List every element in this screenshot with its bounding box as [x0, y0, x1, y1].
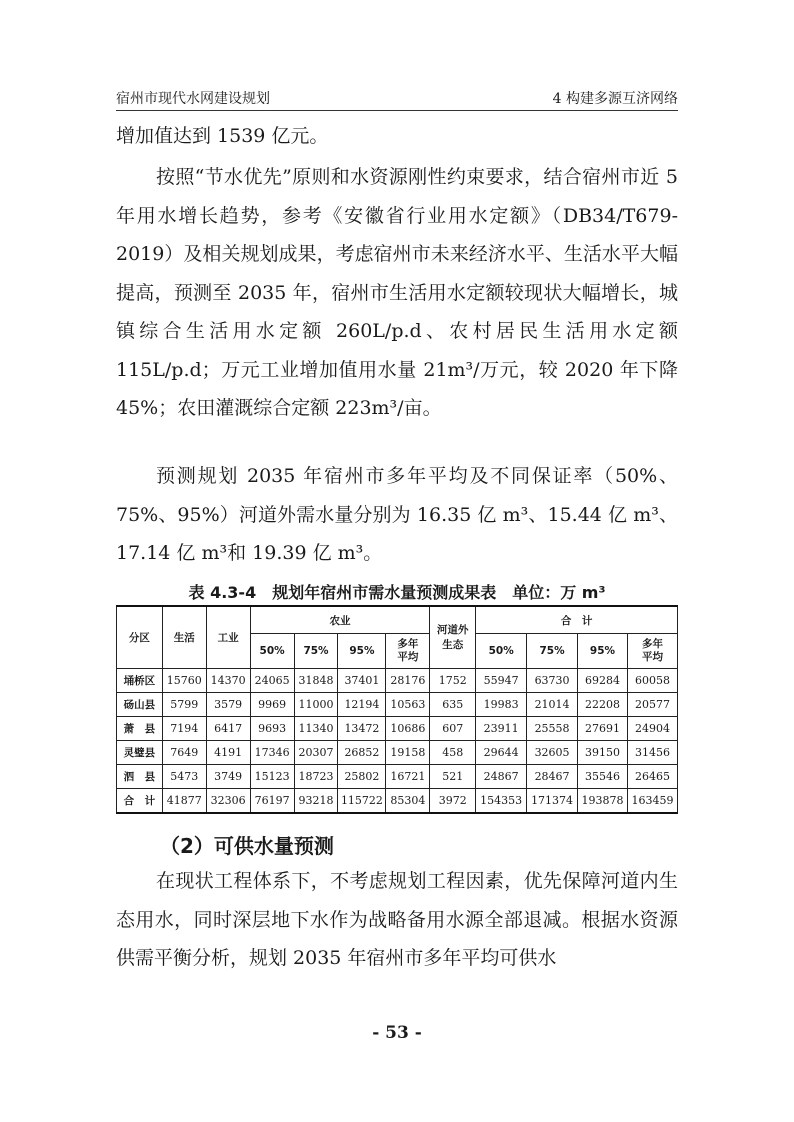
header-agri-avg: 多年平均	[386, 634, 430, 669]
table-cell: 163459	[627, 789, 677, 814]
table-cell: 607	[430, 717, 476, 741]
demand-table	[116, 605, 678, 814]
table-cell: 41877	[162, 789, 206, 814]
header-total-avg: 多年平均	[627, 634, 677, 669]
header-agri-95: 95%	[338, 634, 386, 669]
paragraph-2: 按照“节水优先”原则和水资源刚性约束要求，结合宿州市近 5 年用水增长趋势，参考《安徽省行业用水定额》（DB34/T679-2019）及相关规划成果，考虑宿州市未来经济水平、生活水平大幅提高，预测至 2035 年，宿州市生活用水定额较现状大幅增长，城镇综合生活用水定额 260L/p.d、农村居民生活用水定额 115L/p.d；万元工业增加值用水量 21m³/万元，较 2020 年下降 45%；农田灌溉综合定额 223m³/亩。	[116, 166, 678, 419]
table-row	[117, 669, 678, 693]
page-header	[116, 86, 678, 108]
table-body	[117, 669, 678, 814]
table-cell: 37401	[338, 669, 386, 693]
table-cell: 18723	[294, 765, 338, 789]
table-row	[117, 741, 678, 765]
table-cell: 19983	[476, 693, 527, 717]
paragraph-4: 在现状工程体系下，不考虑规划工程因素，优先保障河道内生态用水，同时深层地下水作为战略备用水源全部退减。根据水资源供需平衡分析，规划 2035 年宿州市多年平均可供水	[116, 870, 678, 969]
table-cell: 171374	[527, 789, 578, 814]
table-cell: 23911	[476, 717, 527, 741]
table-cell: 32306	[206, 789, 250, 814]
header-agri-50: 50%	[250, 634, 294, 669]
table-cell: 63730	[527, 669, 578, 693]
row-region-name: 砀山县	[117, 693, 163, 717]
table-cell: 19158	[386, 741, 430, 765]
table-cell: 13472	[338, 717, 386, 741]
table-cell: 4191	[206, 741, 250, 765]
header-total-75: 75%	[527, 634, 578, 669]
table-cell: 24867	[476, 765, 527, 789]
table-cell: 11000	[294, 693, 338, 717]
table-cell: 3749	[206, 765, 250, 789]
table-cell: 15760	[162, 669, 206, 693]
table-cell: 28176	[386, 669, 430, 693]
table-caption: 表 4.3-4 规划年宿州市需水量预测成果表 单位：万 m³	[188, 583, 606, 602]
table-row	[117, 789, 678, 814]
table-cell: 35546	[578, 765, 628, 789]
table-cell: 26465	[627, 765, 677, 789]
row-region-name: 灵璧县	[117, 741, 163, 765]
table-cell: 28467	[527, 765, 578, 789]
header-ecology: 河道外生态	[430, 606, 476, 669]
header-agri-75: 75%	[294, 634, 338, 669]
table-cell: 24904	[627, 717, 677, 741]
table-cell: 11340	[294, 717, 338, 741]
table-cell: 31456	[627, 741, 677, 765]
table-cell: 458	[430, 741, 476, 765]
table-cell: 39150	[578, 741, 628, 765]
table-cell: 24065	[250, 669, 294, 693]
table-cell: 60058	[627, 669, 677, 693]
table-cell: 17346	[250, 741, 294, 765]
table-cell: 32605	[527, 741, 578, 765]
header-rule	[116, 110, 678, 111]
table-cell: 14370	[206, 669, 250, 693]
section-subheading: （2）可供水量预测	[160, 834, 334, 858]
page-number: - 53 -	[372, 1023, 422, 1043]
table-cell: 85304	[386, 789, 430, 814]
header-total: 合 计	[476, 606, 678, 634]
table-cell: 9693	[250, 717, 294, 741]
table-cell: 10686	[386, 717, 430, 741]
table-cell: 115722	[338, 789, 386, 814]
table-row	[117, 693, 678, 717]
table-cell: 76197	[250, 789, 294, 814]
table-row	[117, 765, 678, 789]
table-cell: 5473	[162, 765, 206, 789]
table-cell: 5799	[162, 693, 206, 717]
header-agriculture: 农业	[250, 606, 430, 634]
table-header-row-1	[117, 606, 678, 634]
table-cell: 93218	[294, 789, 338, 814]
row-region-name: 埇桥区	[117, 669, 163, 693]
table-row	[117, 717, 678, 741]
table-cell: 25558	[527, 717, 578, 741]
table-cell: 193878	[578, 789, 628, 814]
table-cell: 12194	[338, 693, 386, 717]
table-cell: 7194	[162, 717, 206, 741]
header-document-title: 宿州市现代水网建设规划	[116, 91, 270, 107]
table-cell: 27691	[578, 717, 628, 741]
row-region-name: 萧 县	[117, 717, 163, 741]
paragraph-1: 增加值达到 1539 亿元。	[116, 125, 329, 147]
table-cell: 1752	[430, 669, 476, 693]
table-cell: 10563	[386, 693, 430, 717]
table-cell: 15123	[250, 765, 294, 789]
table-cell: 26852	[338, 741, 386, 765]
table-cell: 31848	[294, 669, 338, 693]
table-cell: 22208	[578, 693, 628, 717]
table-cell: 521	[430, 765, 476, 789]
row-region-name: 泗 县	[117, 765, 163, 789]
header-industry: 工业	[206, 606, 250, 669]
table-cell: 6417	[206, 717, 250, 741]
table-cell: 635	[430, 693, 476, 717]
table-cell: 55947	[476, 669, 527, 693]
table-cell: 3579	[206, 693, 250, 717]
table-cell: 9969	[250, 693, 294, 717]
header-region: 分区	[117, 606, 163, 669]
table-cell: 3972	[430, 789, 476, 814]
paragraph-3: 预测规划 2035 年宿州市多年平均及不同保证率（50%、75%、95%）河道外需水量分别为 16.35 亿 m³、15.44 亿 m³、17.14 亿 m³和 19.39 亿 m³。	[116, 465, 678, 564]
header-life: 生活	[162, 606, 206, 669]
table-cell: 69284	[578, 669, 628, 693]
table-cell: 20577	[627, 693, 677, 717]
table-cell: 25802	[338, 765, 386, 789]
table-cell: 21014	[527, 693, 578, 717]
row-region-name: 合 计	[117, 789, 163, 814]
table-cell: 154353	[476, 789, 527, 814]
table-cell: 29644	[476, 741, 527, 765]
header-total-50: 50%	[476, 634, 527, 669]
header-chapter-title: 4 构建多源互济网络	[552, 91, 678, 107]
table-cell: 16721	[386, 765, 430, 789]
table-cell: 20307	[294, 741, 338, 765]
header-total-95: 95%	[578, 634, 628, 669]
table-cell: 7649	[162, 741, 206, 765]
